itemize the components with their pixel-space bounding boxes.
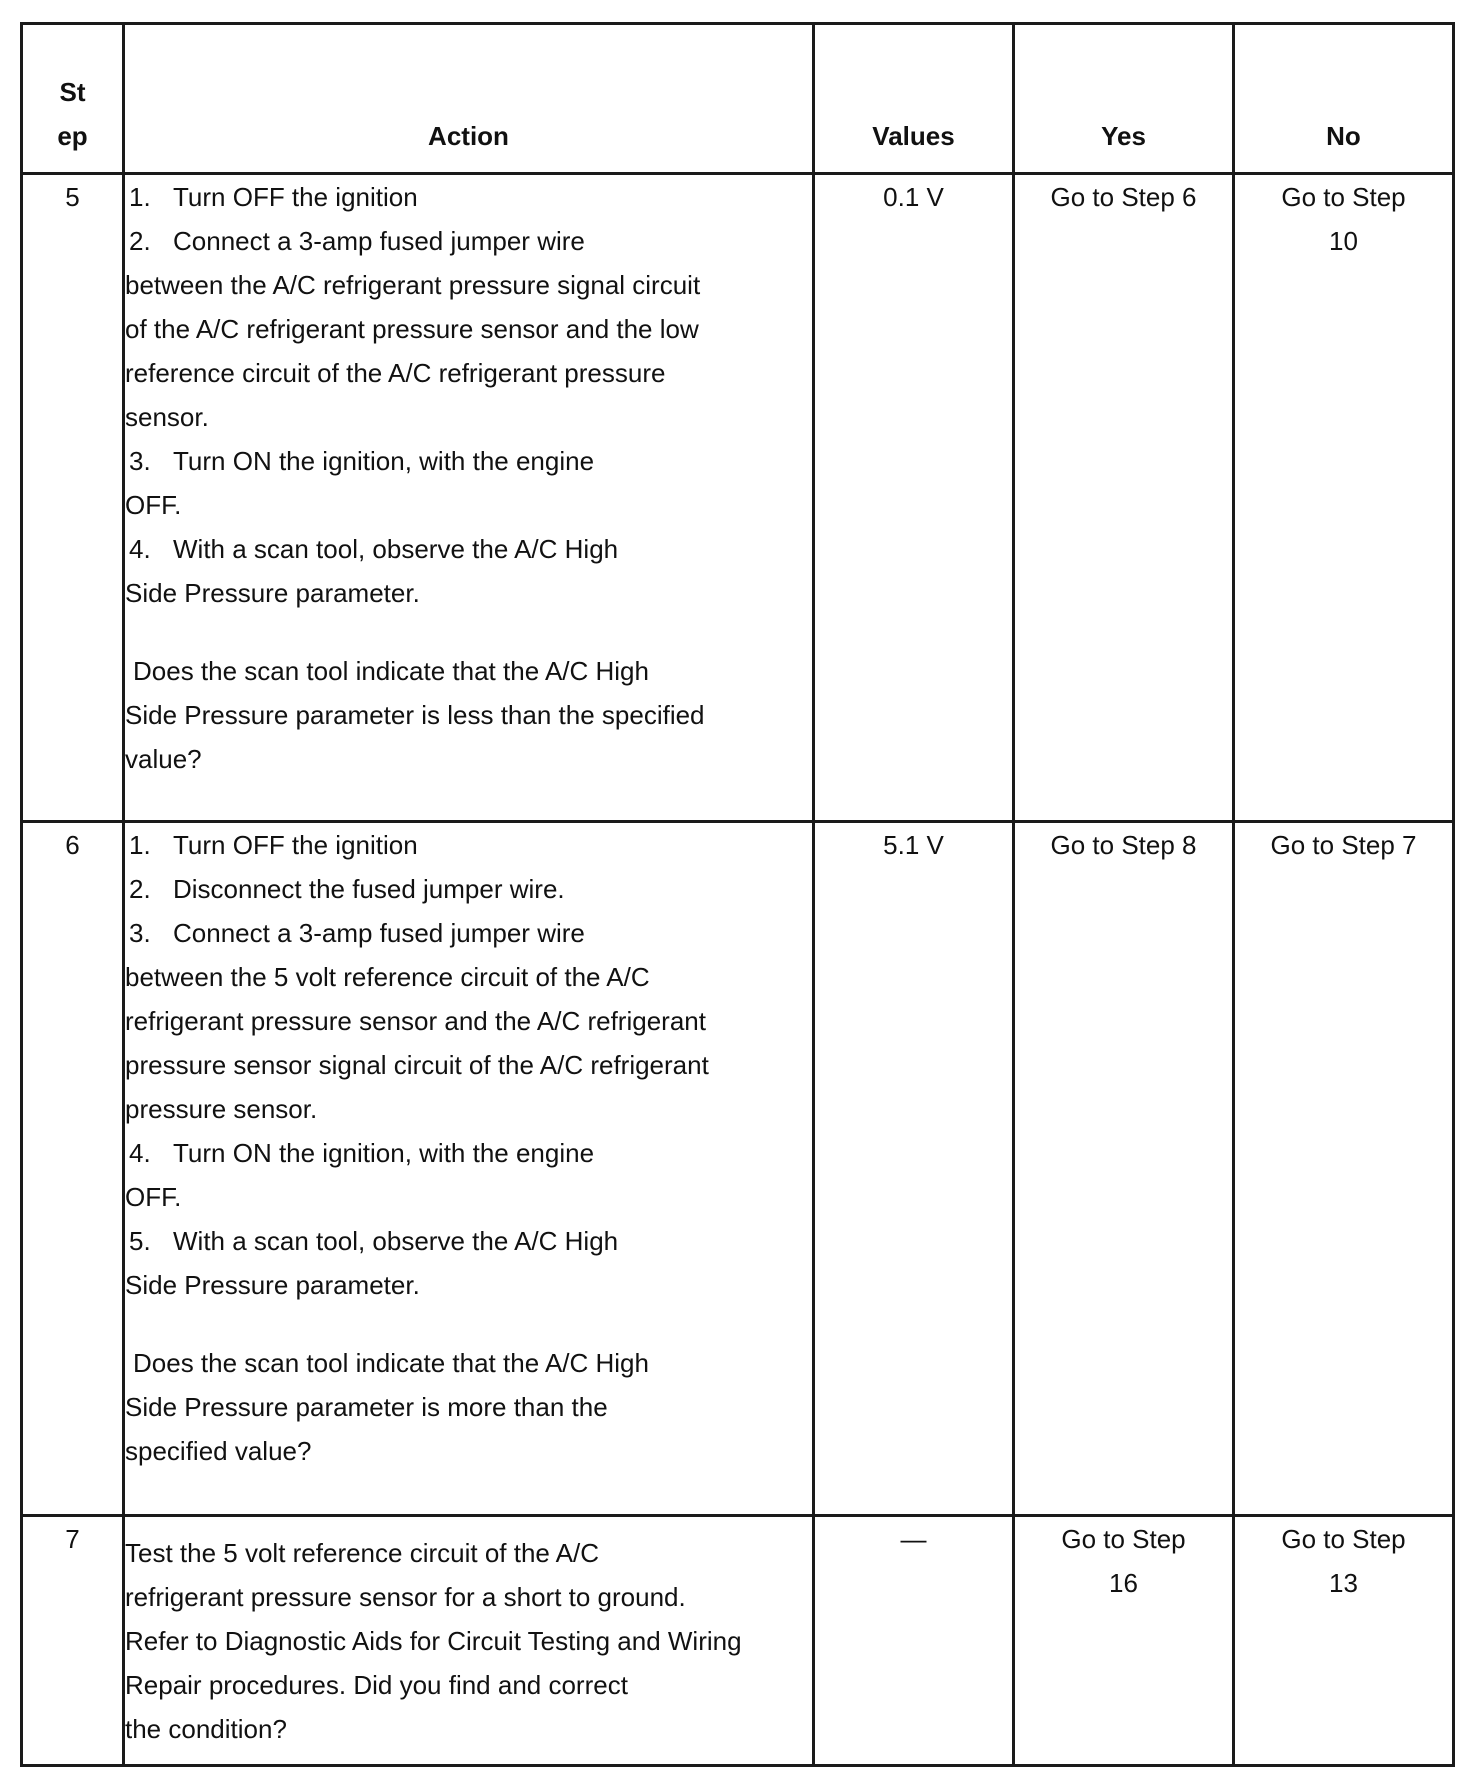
action-cell [124,1516,814,1766]
header-values: Values [814,24,1014,174]
item-number: 2. [129,874,151,904]
action-text: the condition? [125,1714,287,1744]
question-text: value? [125,744,202,774]
action-text: Side Pressure parameter. [125,1270,420,1300]
item-number: 4. [129,1138,151,1168]
action-text: pressure sensor. [125,1094,318,1124]
header-step-line2: ep [57,121,88,151]
action-text: Turn OFF the ignition [173,830,418,860]
step-number: 7 [22,1516,124,1766]
step-number: 6 [22,822,124,1516]
action-item [125,527,812,615]
value-cell: 5.1 V [814,822,1014,1516]
action-item [125,823,812,867]
value-cell: 0.1 V [814,174,1014,822]
action-text: OFF. [125,490,182,520]
diagnostic-table [20,22,1455,1767]
header-no: No [1234,24,1454,174]
item-number: 5. [129,1226,151,1256]
action-text: Test the 5 volt reference circuit of the A/C [125,1538,600,1568]
no-cell [1234,1516,1454,1766]
action-item [125,1219,812,1307]
header-step [22,24,124,174]
question-text: Side Pressure parameter is less than the specified [125,700,705,730]
action-text: Refer to Diagnostic Aids for Circuit Testing and Wiring [125,1626,742,1656]
header-row [22,24,1454,174]
question-text: specified value? [125,1436,312,1466]
header-yes: Yes [1014,24,1234,174]
item-number: 1. [129,182,151,212]
action-text: reference circuit of the A/C refrigerant pressure [125,358,666,388]
yes-text: 16 [1109,1568,1138,1598]
action-text: Turn ON the ignition, with the engine [173,1138,595,1168]
action-text: refrigerant pressure sensor and the A/C refrigerant [125,1006,706,1036]
action-question [125,649,812,781]
action-text: With a scan tool, observe the A/C High [173,1226,619,1256]
action-text: between the A/C refrigerant pressure signal circuit [125,270,701,300]
header-step-line1: St [59,77,86,107]
action-item [125,219,812,439]
yes-text: Go to Step [1061,1524,1186,1554]
value-cell: — [814,1516,1014,1766]
question-text: Does the scan tool indicate that the A/C High [133,1348,649,1378]
no-text: 13 [1329,1568,1358,1598]
table-row-step-6 [22,822,1454,1516]
action-text: Turn ON the ignition, with the engine [173,446,595,476]
no-text: 10 [1329,226,1358,256]
action-text: Repair procedures. Did you find and correct [125,1670,628,1700]
header-action: Action [124,24,814,174]
no-cell [1234,822,1454,1516]
action-text: Disconnect the fused jumper wire. [173,874,565,904]
item-number: 2. [129,226,151,256]
action-text: sensor. [125,402,209,432]
action-text: refrigerant pressure sensor for a short to ground. [125,1582,686,1612]
yes-cell [1014,1516,1234,1766]
action-cell [124,822,814,1516]
question-text: Does the scan tool indicate that the A/C High [133,656,649,686]
no-text: Go to Step [1281,1524,1406,1554]
action-text: With a scan tool, observe the A/C High [173,534,619,564]
action-text: pressure sensor signal circuit of the A/C refrigerant [125,1050,709,1080]
yes-cell [1014,174,1234,822]
no-cell [1234,174,1454,822]
action-text: Side Pressure parameter. [125,578,420,608]
action-text: Turn OFF the ignition [173,182,418,212]
action-text: OFF. [125,1182,182,1212]
no-text: Go to Step 7 [1270,830,1417,860]
action-text: Connect a 3-amp fused jumper wire [173,226,585,256]
action-question [125,1341,812,1473]
yes-cell [1014,822,1234,1516]
action-item [125,911,812,1131]
item-number: 4. [129,534,151,564]
item-number: 3. [129,918,151,948]
yes-text: Go to Step 8 [1050,830,1197,860]
action-text: of the A/C refrigerant pressure sensor and the low [125,314,699,344]
action-text: between the 5 volt reference circuit of the A/C [125,962,650,992]
no-text: Go to Step [1281,182,1406,212]
item-number: 1. [129,830,151,860]
action-item [125,439,812,527]
action-item [125,175,812,219]
action-item [125,867,812,911]
action-item [125,1131,812,1219]
item-number: 3. [129,446,151,476]
question-text: Side Pressure parameter is more than the [125,1392,608,1422]
step-number: 5 [22,174,124,822]
action-text: Connect a 3-amp fused jumper wire [173,918,585,948]
table-row-step-5 [22,174,1454,822]
action-cell [124,174,814,822]
yes-text: Go to Step 6 [1050,182,1197,212]
table-row-step-7 [22,1516,1454,1766]
